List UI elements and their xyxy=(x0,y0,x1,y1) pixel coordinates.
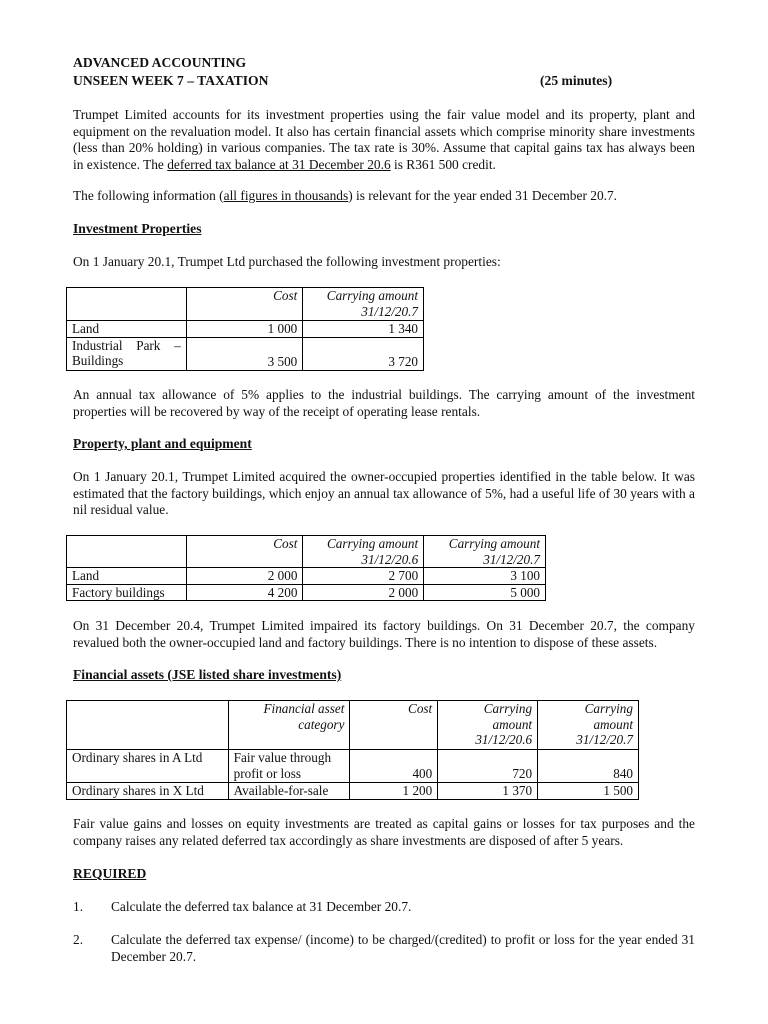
investment-properties-intro: On 1 January 20.1, Trumpet Ltd purchased the following investment properties: xyxy=(73,254,501,269)
intro-paragraph: Trumpet Limited accounts for its investment properties using the fair value model and its property, plant and equipment on the revaluation model. It also has certain financial assets which comprise minority share investments (less than 20% holding) in various companies. The tax rate is 30%. Assume that capital gains tax has always been in existence. The deferred tax balance at 31 December 20.6 is R361 500 credit. xyxy=(73,107,695,172)
investment-properties-table xyxy=(66,287,424,371)
table-row: Land 1 000 1 340 xyxy=(67,321,424,338)
duration: (25 minutes) xyxy=(540,73,613,88)
figures-note: all figures in thousands xyxy=(223,188,349,203)
table-row: Ordinary shares in X Ltd Available-for-sale 1 200 1 370 1 500 xyxy=(67,783,639,800)
table-header-row: Cost Carrying amount 31/12/20.6 Carrying amount 31/12/20.7 xyxy=(67,536,546,568)
ppe-note: On 31 December 20.4, Trumpet Limited impaired its factory buildings. On 31 December 20.7, the company revalued both the owner-occupied land and factory buildings. There is no intention to dispose of these assets. xyxy=(73,618,695,650)
financial-assets-note: Fair value gains and losses on equity investments are treated as capital gains or losses for tax purposes and the company raises any related deferred tax accordingly as share investments are disposed of after 5 years. xyxy=(73,816,695,848)
required-heading: REQUIRED xyxy=(73,866,147,881)
required-item-2: 2. Calculate the deferred tax expense/ (income) to be charged/(credited) to profit or loss for the year ended 31 December 20.7. xyxy=(73,932,695,964)
info-paragraph: The following information (all figures in thousands) is relevant for the year ended 31 December 20.7. xyxy=(73,188,618,203)
table-header-row: Financial asset category Cost Carrying amount 31/12/20.6 Carrying amount 31/12/20.7 xyxy=(67,701,639,750)
financial-assets-table xyxy=(66,700,639,800)
investment-properties-heading: Investment Properties xyxy=(73,221,202,236)
unit-title: UNSEEN WEEK 7 – TAXATION xyxy=(73,73,269,88)
ppe-table xyxy=(66,535,546,601)
table-row: Industrial Park – Buildings 3 500 3 720 xyxy=(67,337,424,370)
required-item-1: 1. Calculate the deferred tax balance at 31 December 20.7. xyxy=(73,899,412,914)
ppe-heading: Property, plant and equipment xyxy=(73,436,252,451)
course-title: ADVANCED ACCOUNTING xyxy=(73,55,247,70)
financial-assets-heading: Financial assets (JSE listed share investments) xyxy=(73,667,342,682)
table-row: Factory buildings 4 200 2 000 5 000 xyxy=(67,584,546,601)
ppe-intro: On 1 January 20.1, Trumpet Limited acquired the owner-occupied properties identified in the table below. It was estimated that the factory buildings, which enjoy an annual tax allowance of 5%, had a useful life of 30 years with a nil residual value. xyxy=(73,469,695,518)
investment-properties-note: An annual tax allowance of 5% applies to the industrial buildings. The carrying amount of the investment properties will be recovered by way of the receipt of operating lease rentals. xyxy=(73,387,695,419)
table-header-row: Cost Carrying amount 31/12/20.7 xyxy=(67,288,424,321)
table-row: Land 2 000 2 700 3 100 xyxy=(67,568,546,585)
deferred-tax-balance-highlight: deferred tax balance at 31 December 20.6 xyxy=(167,156,391,172)
table-row: Ordinary shares in A Ltd Fair value through profit or loss 400 720 840 xyxy=(67,750,639,783)
